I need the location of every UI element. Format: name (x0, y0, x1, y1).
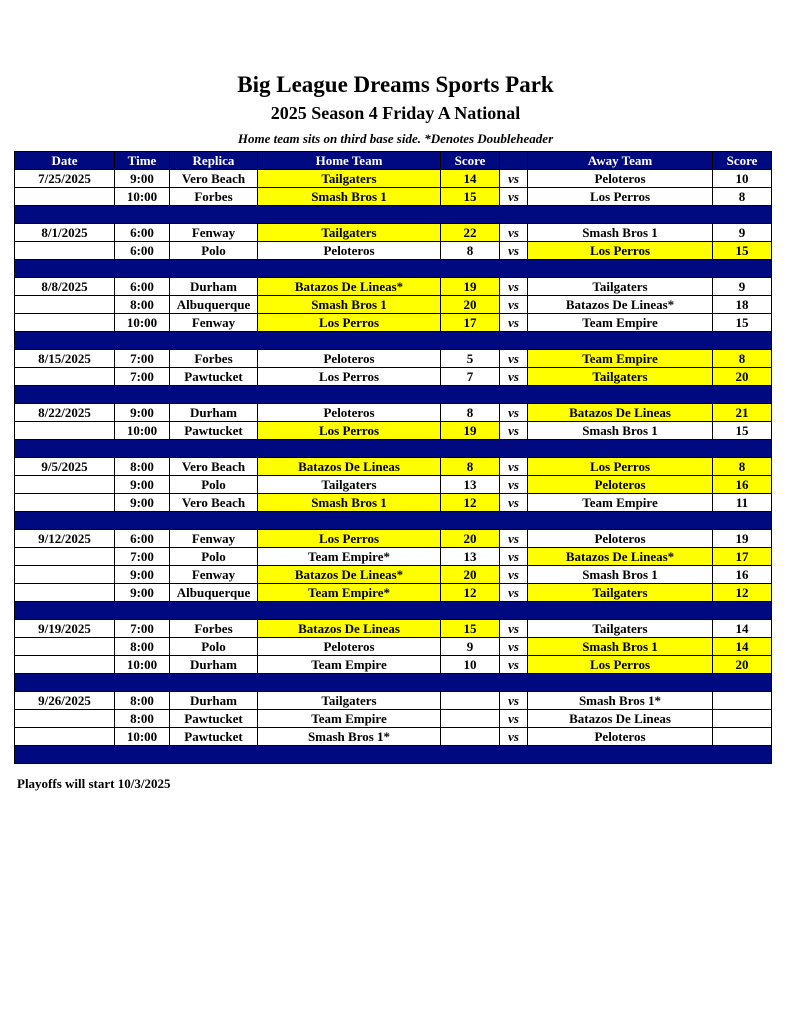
week-divider-cell (15, 674, 772, 692)
header-replica: Replica (170, 152, 258, 170)
cell-time: 10:00 (115, 656, 170, 674)
cell-time: 6:00 (115, 278, 170, 296)
week-divider-cell (15, 332, 772, 350)
header-home-team: Home Team (258, 152, 441, 170)
cell-home-score (441, 692, 500, 710)
table-row (15, 638, 772, 656)
cell-date (15, 368, 115, 386)
cell-replica: Vero Beach (170, 170, 258, 188)
cell-home-score (441, 710, 500, 728)
table-row (15, 458, 772, 476)
cell-replica: Albuquerque (170, 584, 258, 602)
cell-away-team: Los Perros (528, 458, 713, 476)
cell-replica: Pawtucket (170, 422, 258, 440)
cell-away-team: Smash Bros 1 (528, 224, 713, 242)
cell-home-team: Peloteros (258, 242, 441, 260)
cell-home-score: 20 (441, 296, 500, 314)
cell-vs: vs (500, 314, 528, 332)
cell-replica: Durham (170, 404, 258, 422)
cell-time: 9:00 (115, 476, 170, 494)
week-divider-cell (15, 602, 772, 620)
cell-home-score: 12 (441, 494, 500, 512)
table-row (15, 422, 772, 440)
week-divider (15, 602, 772, 620)
cell-away-score: 15 (713, 314, 772, 332)
cell-home-score: 19 (441, 278, 500, 296)
cell-home-team: Tailgaters (258, 170, 441, 188)
table-row (15, 548, 772, 566)
cell-vs: vs (500, 278, 528, 296)
cell-date: 9/26/2025 (15, 692, 115, 710)
cell-away-team: Peloteros (528, 476, 713, 494)
cell-date (15, 242, 115, 260)
cell-time: 10:00 (115, 314, 170, 332)
cell-date (15, 728, 115, 746)
cell-home-team: Tailgaters (258, 692, 441, 710)
cell-home-score: 13 (441, 476, 500, 494)
cell-time: 8:00 (115, 296, 170, 314)
week-divider (15, 386, 772, 404)
cell-replica: Forbes (170, 188, 258, 206)
cell-time: 6:00 (115, 224, 170, 242)
week-divider (15, 674, 772, 692)
table-row (15, 368, 772, 386)
cell-replica: Forbes (170, 620, 258, 638)
cell-vs: vs (500, 476, 528, 494)
cell-home-team: Los Perros (258, 530, 441, 548)
cell-home-score: 8 (441, 458, 500, 476)
cell-away-score: 9 (713, 278, 772, 296)
week-divider (15, 206, 772, 224)
table-row (15, 620, 772, 638)
week-divider-cell (15, 512, 772, 530)
cell-home-team: Smash Bros 1* (258, 728, 441, 746)
cell-date (15, 656, 115, 674)
table-row (15, 350, 772, 368)
cell-home-team: Team Empire* (258, 584, 441, 602)
cell-home-score: 10 (441, 656, 500, 674)
cell-home-team: Los Perros (258, 422, 441, 440)
cell-home-team: Peloteros (258, 638, 441, 656)
cell-away-team: Peloteros (528, 530, 713, 548)
cell-vs: vs (500, 422, 528, 440)
cell-away-team: Peloteros (528, 728, 713, 746)
cell-vs: vs (500, 242, 528, 260)
cell-time: 8:00 (115, 458, 170, 476)
cell-away-team: Batazos De Lineas* (528, 548, 713, 566)
page-subtitle: 2025 Season 4 Friday A National (270, 103, 521, 123)
cell-away-score: 9 (713, 224, 772, 242)
cell-date (15, 314, 115, 332)
header-time: Time (115, 152, 170, 170)
table-row (15, 278, 772, 296)
cell-vs: vs (500, 548, 528, 566)
cell-replica: Durham (170, 278, 258, 296)
cell-date: 7/25/2025 (15, 170, 115, 188)
cell-home-score: 17 (441, 314, 500, 332)
cell-date (15, 566, 115, 584)
cell-away-score: 20 (713, 656, 772, 674)
cell-date: 9/19/2025 (15, 620, 115, 638)
cell-time: 9:00 (115, 584, 170, 602)
cell-away-team: Smash Bros 1* (528, 692, 713, 710)
cell-home-team: Peloteros (258, 404, 441, 422)
cell-time: 6:00 (115, 242, 170, 260)
cell-replica: Forbes (170, 350, 258, 368)
cell-time: 9:00 (115, 404, 170, 422)
cell-away-team: Smash Bros 1 (528, 422, 713, 440)
cell-away-score: 12 (713, 584, 772, 602)
cell-vs: vs (500, 368, 528, 386)
cell-home-team: Team Empire (258, 710, 441, 728)
schedule-note: Home team sits on third base side. *Denotes Doubleheader (237, 131, 554, 146)
cell-home-team: Smash Bros 1 (258, 296, 441, 314)
cell-away-team: Tailgaters (528, 278, 713, 296)
cell-away-score: 11 (713, 494, 772, 512)
table-row (15, 566, 772, 584)
cell-away-score (713, 692, 772, 710)
cell-home-team: Batazos De Lineas (258, 620, 441, 638)
cell-away-team: Team Empire (528, 314, 713, 332)
cell-home-score: 7 (441, 368, 500, 386)
cell-vs: vs (500, 692, 528, 710)
cell-home-team: Smash Bros 1 (258, 494, 441, 512)
cell-home-score: 13 (441, 548, 500, 566)
schedule-table (14, 151, 772, 764)
week-divider-cell (15, 386, 772, 404)
cell-replica: Durham (170, 692, 258, 710)
header-home-score: Score (441, 152, 500, 170)
cell-away-score: 14 (713, 620, 772, 638)
cell-home-score: 8 (441, 242, 500, 260)
cell-date: 8/1/2025 (15, 224, 115, 242)
cell-away-score: 10 (713, 170, 772, 188)
header-row (15, 152, 772, 170)
cell-time: 10:00 (115, 188, 170, 206)
cell-time: 7:00 (115, 548, 170, 566)
cell-home-team: Los Perros (258, 368, 441, 386)
cell-date: 9/5/2025 (15, 458, 115, 476)
cell-replica: Pawtucket (170, 710, 258, 728)
cell-away-team: Batazos De Lineas* (528, 296, 713, 314)
cell-date: 8/22/2025 (15, 404, 115, 422)
cell-replica: Albuquerque (170, 296, 258, 314)
page-title: Big League Dreams Sports Park (237, 72, 554, 97)
cell-home-team: Tailgaters (258, 476, 441, 494)
cell-time: 6:00 (115, 530, 170, 548)
cell-replica: Pawtucket (170, 368, 258, 386)
cell-date (15, 548, 115, 566)
cell-time: 9:00 (115, 170, 170, 188)
cell-time: 8:00 (115, 710, 170, 728)
cell-away-score: 8 (713, 350, 772, 368)
cell-home-score: 15 (441, 188, 500, 206)
table-row (15, 314, 772, 332)
cell-vs: vs (500, 710, 528, 728)
cell-away-team: Los Perros (528, 656, 713, 674)
cell-vs: vs (500, 224, 528, 242)
cell-away-team: Los Perros (528, 188, 713, 206)
table-row (15, 584, 772, 602)
week-divider-cell (15, 440, 772, 458)
week-divider-cell (15, 260, 772, 278)
cell-time: 9:00 (115, 494, 170, 512)
cell-home-team: Batazos De Lineas* (258, 278, 441, 296)
table-row (15, 170, 772, 188)
table-row (15, 494, 772, 512)
cell-home-team: Peloteros (258, 350, 441, 368)
cell-home-team: Batazos De Lineas (258, 458, 441, 476)
cell-time: 7:00 (115, 620, 170, 638)
week-divider (15, 260, 772, 278)
cell-replica: Polo (170, 242, 258, 260)
cell-home-team: Batazos De Lineas* (258, 566, 441, 584)
table-row (15, 404, 772, 422)
cell-home-score: 5 (441, 350, 500, 368)
cell-replica: Polo (170, 638, 258, 656)
cell-vs: vs (500, 350, 528, 368)
cell-home-score: 14 (441, 170, 500, 188)
cell-home-team: Team Empire (258, 656, 441, 674)
cell-vs: vs (500, 494, 528, 512)
cell-away-score: 21 (713, 404, 772, 422)
header-date: Date (15, 152, 115, 170)
cell-vs: vs (500, 188, 528, 206)
cell-home-score (441, 728, 500, 746)
table-row (15, 224, 772, 242)
cell-away-score (713, 710, 772, 728)
cell-home-team: Tailgaters (258, 224, 441, 242)
cell-away-score: 8 (713, 188, 772, 206)
header-away-score: Score (713, 152, 772, 170)
cell-away-score: 15 (713, 242, 772, 260)
cell-vs: vs (500, 566, 528, 584)
cell-time: 7:00 (115, 368, 170, 386)
cell-time: 8:00 (115, 692, 170, 710)
cell-away-team: Batazos De Lineas (528, 404, 713, 422)
cell-vs: vs (500, 584, 528, 602)
week-divider-cell (15, 746, 772, 764)
cell-date (15, 188, 115, 206)
week-divider-cell (15, 206, 772, 224)
cell-replica: Fenway (170, 224, 258, 242)
cell-date: 8/8/2025 (15, 278, 115, 296)
cell-date (15, 494, 115, 512)
table-row (15, 296, 772, 314)
cell-date (15, 476, 115, 494)
week-divider (15, 332, 772, 350)
cell-replica: Pawtucket (170, 728, 258, 746)
cell-date (15, 584, 115, 602)
cell-home-score: 15 (441, 620, 500, 638)
week-divider (15, 746, 772, 764)
cell-replica: Vero Beach (170, 458, 258, 476)
header-away-team: Away Team (528, 152, 713, 170)
cell-vs: vs (500, 530, 528, 548)
cell-home-team: Smash Bros 1 (258, 188, 441, 206)
table-row (15, 242, 772, 260)
table-row (15, 188, 772, 206)
table-row (15, 476, 772, 494)
cell-home-team: Los Perros (258, 314, 441, 332)
cell-vs: vs (500, 620, 528, 638)
cell-vs: vs (500, 638, 528, 656)
cell-date: 8/15/2025 (15, 350, 115, 368)
cell-vs: vs (500, 170, 528, 188)
cell-home-team: Team Empire* (258, 548, 441, 566)
cell-vs: vs (500, 458, 528, 476)
cell-replica: Vero Beach (170, 494, 258, 512)
cell-date (15, 710, 115, 728)
cell-away-team: Team Empire (528, 350, 713, 368)
cell-home-score: 19 (441, 422, 500, 440)
cell-date (15, 296, 115, 314)
cell-vs: vs (500, 728, 528, 746)
cell-replica: Polo (170, 548, 258, 566)
cell-away-team: Tailgaters (528, 368, 713, 386)
cell-home-score: 20 (441, 530, 500, 548)
cell-vs: vs (500, 404, 528, 422)
cell-away-team: Team Empire (528, 494, 713, 512)
table-row (15, 710, 772, 728)
cell-replica: Durham (170, 656, 258, 674)
cell-away-team: Smash Bros 1 (528, 638, 713, 656)
cell-replica: Polo (170, 476, 258, 494)
week-divider (15, 512, 772, 530)
week-divider (15, 440, 772, 458)
cell-replica: Fenway (170, 530, 258, 548)
cell-away-score: 17 (713, 548, 772, 566)
cell-replica: Fenway (170, 566, 258, 584)
cell-time: 9:00 (115, 566, 170, 584)
cell-away-score: 20 (713, 368, 772, 386)
cell-time: 7:00 (115, 350, 170, 368)
cell-date (15, 422, 115, 440)
cell-home-score: 8 (441, 404, 500, 422)
schedule-body (15, 170, 772, 764)
cell-replica: Fenway (170, 314, 258, 332)
table-row (15, 656, 772, 674)
cell-away-score: 19 (713, 530, 772, 548)
cell-away-score (713, 728, 772, 746)
cell-away-team: Tailgaters (528, 584, 713, 602)
cell-away-team: Smash Bros 1 (528, 566, 713, 584)
cell-away-score: 14 (713, 638, 772, 656)
cell-away-team: Peloteros (528, 170, 713, 188)
cell-away-team: Batazos De Lineas (528, 710, 713, 728)
table-row (15, 728, 772, 746)
cell-home-score: 9 (441, 638, 500, 656)
cell-away-score: 8 (713, 458, 772, 476)
cell-time: 10:00 (115, 422, 170, 440)
cell-away-team: Los Perros (528, 242, 713, 260)
cell-away-score: 18 (713, 296, 772, 314)
cell-time: 10:00 (115, 728, 170, 746)
cell-date (15, 638, 115, 656)
cell-home-score: 12 (441, 584, 500, 602)
cell-time: 8:00 (115, 638, 170, 656)
cell-home-score: 20 (441, 566, 500, 584)
cell-away-score: 16 (713, 476, 772, 494)
cell-vs: vs (500, 296, 528, 314)
table-row (15, 530, 772, 548)
header-vs (500, 152, 528, 170)
cell-home-score: 22 (441, 224, 500, 242)
cell-vs: vs (500, 656, 528, 674)
cell-away-score: 16 (713, 566, 772, 584)
cell-away-score: 15 (713, 422, 772, 440)
table-row (15, 692, 772, 710)
cell-away-team: Tailgaters (528, 620, 713, 638)
cell-date: 9/12/2025 (15, 530, 115, 548)
playoffs-note: Playoffs will start 10/3/2025 (17, 776, 171, 791)
